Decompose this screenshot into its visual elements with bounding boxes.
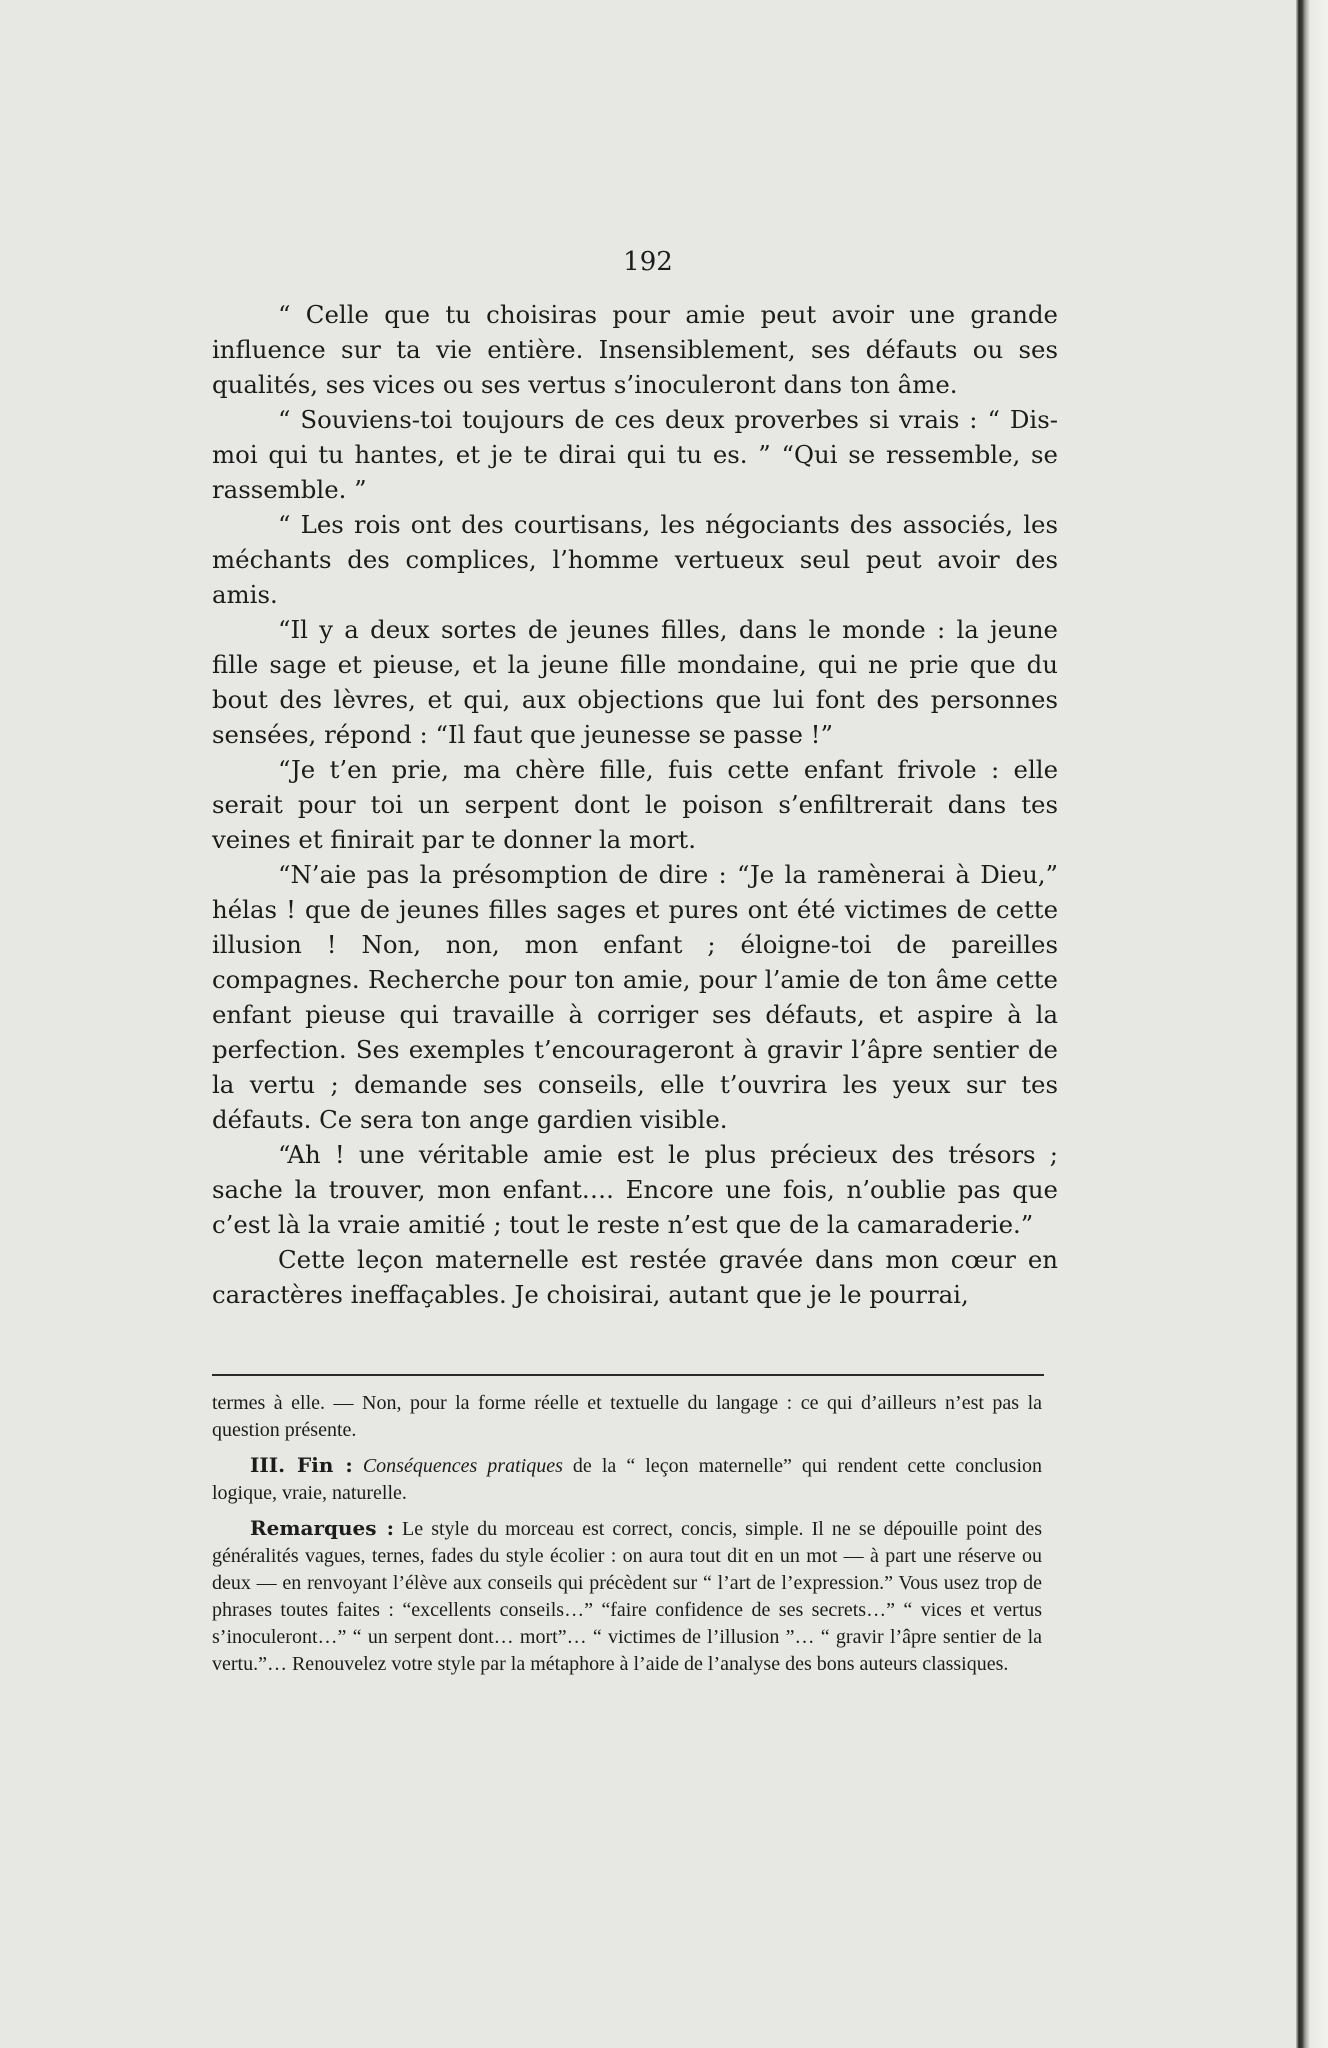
page-edge: [1296, 0, 1328, 2048]
note-remarques: [212, 1515, 1042, 1678]
remarques-label: Remarques :: [250, 1516, 394, 1540]
paragraph: “N’aie pas la présomption de dire : “Je la ramènerai à Dieu,” hélas ! que de jeunes filles sages et pures ont été victimes de cette illusion ! Non, non, mon enfant ; éloigne-toi de pareilles compagnes. Recherche pour ton amie, pour l’amie de ton âme cette enfant pieuse qui travaille à corriger ses défauts, et aspire à la perfection. Ses exemples t’encourageront à gravir l’âpre sentier de la vertu ; demande ses conseils, elle t’ouvrira les yeux sur tes défauts. Ce sera ton ange gardien visible.: [212, 860, 1058, 1134]
paragraph: Cette leçon maternelle est restée gravée dans mon cœur en caractères ineffaçables. Je choisirai, autant que je le pourrai,: [212, 1245, 1058, 1309]
fin-text: de la “ leçon maternelle” qui rendent cette conclusion logique, vraie, naturelle.: [212, 1455, 1042, 1504]
note-continuation: termes à elle. — Non, pour la forme réelle et textuelle du langage : ce qui d’ailleurs n’est pas la question présente.: [212, 1392, 1042, 1441]
fin-label: III. Fin :: [250, 1453, 353, 1477]
paragraph: “Ah ! une véritable amie est le plus précieux des trésors ; sache la trouver, mon enfant…. Encore une fois, n’oublie pas que c’est là la vraie amitié ; tout le reste n’est que de la camaraderie.”: [212, 1140, 1058, 1239]
paragraph: “ Celle que tu choisiras pour amie peut avoir une grande influence sur ta vie entière. Insensiblement, ses défauts ou ses qualités, ses vices ou ses vertus s’inoculeront dans ton âme.: [212, 300, 1058, 399]
paragraph: “ Les rois ont des courtisans, les négociants des associés, les méchants des complices, l’homme vertueux seul peut avoir des amis.: [212, 510, 1058, 609]
commentary-notes: [212, 1390, 1042, 1686]
paragraph: “ Souviens-toi toujours de ces deux proverbes si vrais : “ Dis-moi qui tu hantes, et je te dirai qui tu es. ” “Qui se ressemble, se rassemble. ”: [212, 405, 1058, 504]
note-fin: [212, 1452, 1042, 1507]
main-text: [212, 297, 1058, 1312]
paragraph: “Je t’en prie, ma chère fille, fuis cette enfant frivole : elle serait pour toi un serpent dont le poison s’enfiltrerait dans tes veines et finirait par te donner la mort.: [212, 755, 1058, 854]
page-number: 192: [623, 247, 673, 277]
footnote-divider: [212, 1374, 1044, 1376]
paragraph: “Il y a deux sortes de jeunes filles, dans le monde : la jeune fille sage et pieuse, et la jeune fille mondaine, qui ne prie que du bout des lèvres, et qui, aux objections que lui font des personnes sensées, répond : “Il faut que jeunesse se passe !”: [212, 615, 1058, 749]
fin-italic: Conséquences pratiques: [362, 1455, 563, 1477]
remarques-text: Le style du morceau est correct, concis, simple. Il ne se dépouille point des généralités vagues, ternes, fades du style écolier : on aura tout dit en un mot — à part une réserve ou deux — en renvoyant l’élève aux conseils qui précèdent sur “ l’art de l’expression.” Vous usez trop de phrases toutes faites : “excellents conseils…” “faire confidence de ses secrets…” “ vices et vertus s’inoculeront…” “ un serpent dont… mort”… “ victimes de l’illusion ”… “ gravir l’âpre sentier de la vertu.”… Renouvelez votre style par la métaphore à l’aide de l’analyse des bons auteurs classiques.: [212, 1518, 1042, 1675]
